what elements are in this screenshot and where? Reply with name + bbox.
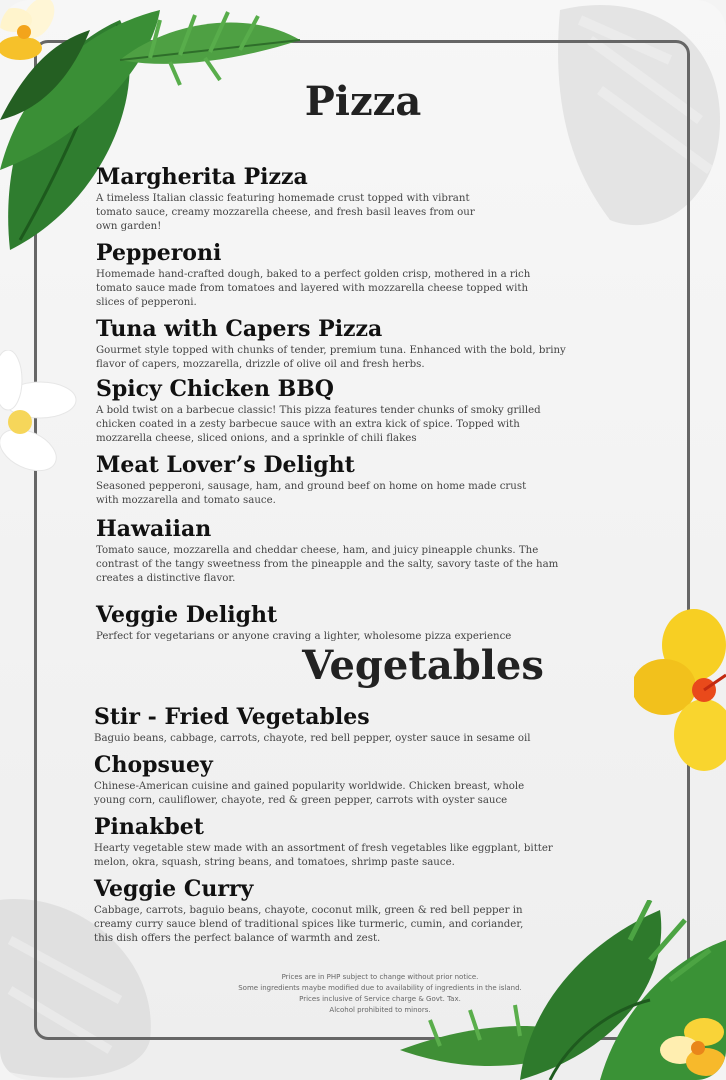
menu-item-veggie-delight	[96, 602, 582, 644]
menu-item-spicy-chicken-bbq	[96, 376, 582, 446]
menu-item-stir-fried-vegetables	[94, 704, 594, 746]
menu-item-description: A timeless Italian classic featuring homemade crust topped with vibrant tomato sauce, creamy mozzarella cheese, and fresh basil leaves from our own garden!	[96, 193, 475, 232]
footnote-line: Some ingredients maybe modified due to availability of ingredients in the island.	[238, 984, 522, 992]
menu-item-description: Chinese-American cuisine and gained popularity worldwide. Chicken breast, whole young corn, cauliflower, chayote, red & green pepper, carrots with oyster sauce	[94, 781, 525, 806]
menu-item-name: Spicy Chicken BBQ	[96, 376, 334, 402]
menu-item-hawaiian	[96, 516, 582, 586]
menu-item-pinakbet	[94, 814, 594, 870]
plumeria-flower-icon	[660, 1010, 726, 1080]
menu-item-description: Perfect for vegetarians or anyone craving a lighter, wholesome pizza experience	[96, 631, 512, 642]
menu-item-description: A bold twist on a barbecue classic! This pizza features tender chunks of smoky grilled chicken coated in a zesty barbecue sauce with an extra kick of spice. Topped with mozzarella cheese, sliced onions, and a sprinkle of chili flakes	[96, 405, 541, 444]
menu-item-name: Meat Lover’s Delight	[96, 452, 355, 478]
menu-item-margherita	[96, 164, 582, 234]
section-title-pizza: Pizza	[304, 78, 422, 125]
hibiscus-flower-icon	[634, 605, 726, 780]
menu-item-chopsuey	[94, 752, 594, 808]
menu-item-description: Gourmet style topped with chunks of tender, premium tuna. Enhanced with the bold, briny flavor of capers, mozzarella, drizzle of olive oil and fresh herbs.	[96, 345, 566, 370]
menu-item-name: Stir - Fried Vegetables	[94, 704, 370, 730]
menu-item-name: Chopsuey	[94, 752, 213, 778]
menu-item-description: Cabbage, carrots, baguio beans, chayote, coconut milk, green & red bell pepper in creamy curry sauce blend of traditional spices like turmeric, cumin, and coriander, this dish offers the perfect balance of warmth and zest.	[94, 905, 524, 944]
menu-item-name: Tuna with Capers Pizza	[96, 316, 383, 342]
footnote-line: Alcohol prohibited to minors.	[329, 1006, 431, 1014]
menu-item-description: Hearty vegetable stew made with an assortment of fresh vegetables like eggplant, bitter melon, okra, squash, string beans, and tomatoes, shrimp paste sauce.	[94, 843, 553, 868]
menu-item-description: Homemade hand-crafted dough, baked to a perfect golden crisp, mothered in a rich tomato sauce made from tomatoes and layered with mozzarella cheese topped with slices of pepperoni.	[96, 269, 531, 308]
menu-item-name: Pinakbet	[94, 814, 204, 840]
footnote-line: Prices inclusive of Service charge & Govt. Tax.	[299, 995, 461, 1003]
menu-item-description: Seasoned pepperoni, sausage, ham, and ground beef on home on home made crust with mozzarella and tomato sauce.	[96, 481, 527, 506]
footnote-line: Prices are in PHP subject to change without prior notice.	[281, 973, 479, 981]
menu-item-name: Veggie Delight	[96, 602, 278, 628]
menu-item-name: Hawaiian	[96, 516, 212, 542]
menu-item-name: Pepperoni	[96, 240, 222, 266]
plumeria-flower-icon	[0, 350, 80, 490]
menu-item-description: Baguio beans, cabbage, carrots, chayote, red bell pepper, oyster sauce in sesame oil	[94, 733, 531, 744]
menu-item-description: Tomato sauce, mozzarella and cheddar cheese, ham, and juicy pineapple chunks. The contrast of the tangy sweetness from the pineapple and the salty, savory taste of the ham creates a distinctive flavor.	[96, 545, 559, 584]
menu-item-tuna-capers	[96, 316, 582, 372]
menu-item-veggie-curry	[94, 876, 594, 946]
menu-item-meat-lovers	[96, 452, 582, 508]
menu-item-pepperoni	[96, 240, 582, 310]
plumeria-flower-icon	[0, 0, 80, 70]
menu-item-name: Veggie Curry	[94, 876, 254, 902]
footnotes	[130, 972, 630, 1016]
section-title-vegetables: Vegetables	[302, 642, 544, 689]
menu-item-name: Margherita Pizza	[96, 164, 308, 190]
